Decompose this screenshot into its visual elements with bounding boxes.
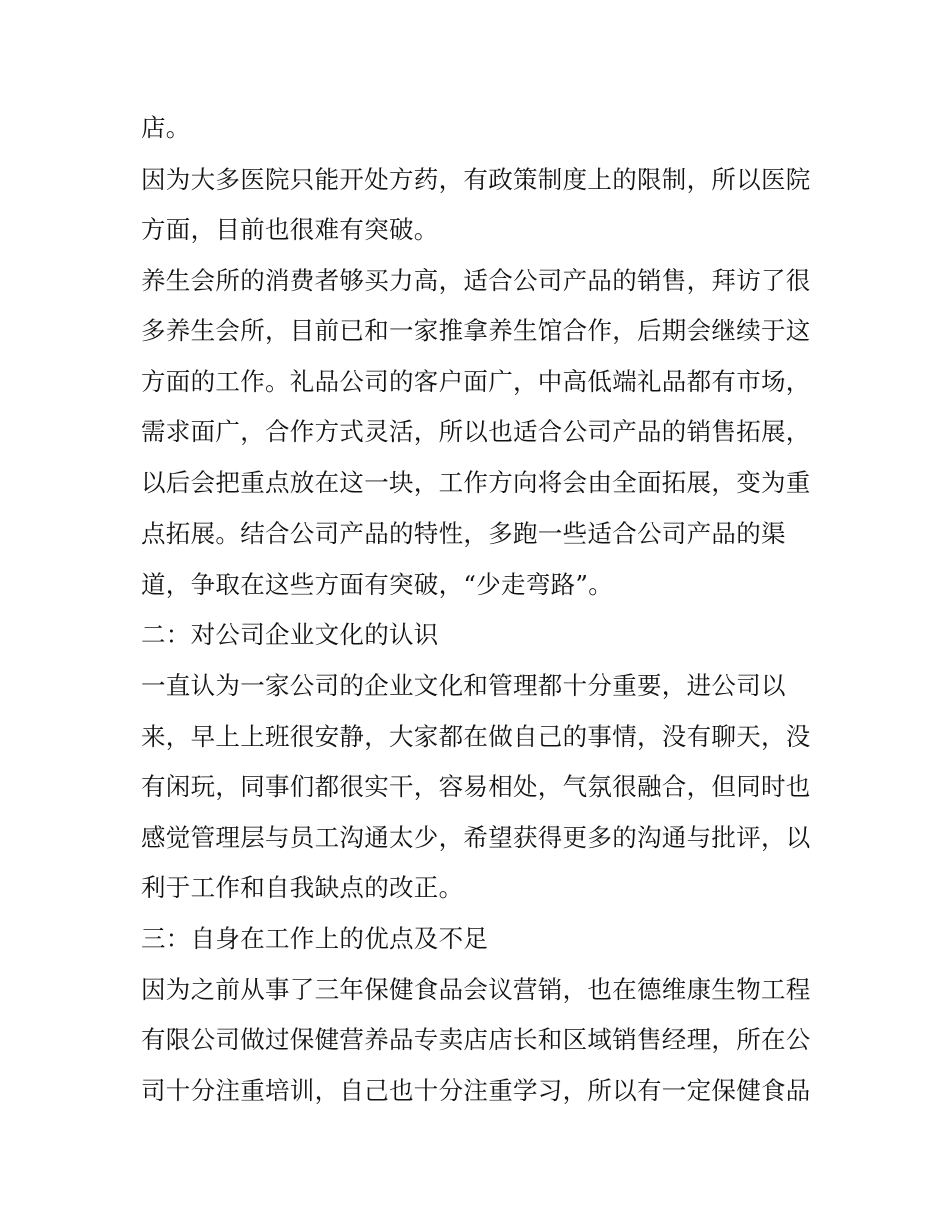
text-line: 有闲玩，同事们都很实干，容易相处，气氛很融合，但同时也: [141, 772, 811, 801]
text-line: 以后会把重点放在这一块，工作方向将会由全面拓展，变为重: [141, 468, 811, 497]
text-line: 需求面广，合作方式灵活，所以也适合公司产品的销售拓展，: [141, 417, 811, 446]
text-line: 感觉管理层与员工沟通太少，希望获得更多的沟通与批评，以: [141, 823, 811, 852]
text-line: 点拓展。结合公司产品的特性，多跑一些适合公司产品的渠: [141, 519, 786, 548]
text-line: 养生会所的消费者够买力高，适合公司产品的销售，拜访了很: [141, 266, 811, 295]
text-line: 多养生会所，目前已和一家推拿养生馆合作，后期会继续于这: [141, 316, 811, 345]
text-line: 来，早上上班很安静，大家都在做自己的事情，没有聊天，没: [141, 722, 811, 751]
text-line: 因为之前从事了三年保健食品会议营销，也在德维康生物工程: [141, 975, 811, 1004]
text-line: 方面，目前也很难有突破。: [141, 215, 439, 244]
text-line: 店。: [141, 113, 191, 142]
text-line: 方面的工作。礼品公司的客户面广，中高低端礼品都有市场，: [141, 367, 811, 396]
text-line: 一直认为一家公司的企业文化和管理都十分重要，进公司以: [141, 671, 786, 700]
section-heading: 二：对公司企业文化的认识: [141, 620, 439, 649]
text-line: 道，争取在这些方面有突破，“少走弯路”。: [141, 570, 614, 599]
section-heading: 三：自身在工作上的优点及不足: [141, 924, 489, 953]
text-line: 司十分注重培训，自己也十分注重学习，所以有一定保健食品: [141, 1076, 811, 1105]
text-line: 利于工作和自我缺点的改正。: [141, 873, 464, 902]
text-line: 因为大多医院只能开处方药，有政策制度上的限制，所以医院: [141, 165, 811, 194]
text-line: 有限公司做过保健营养品专卖店店长和区域销售经理，所在公: [141, 1025, 811, 1054]
